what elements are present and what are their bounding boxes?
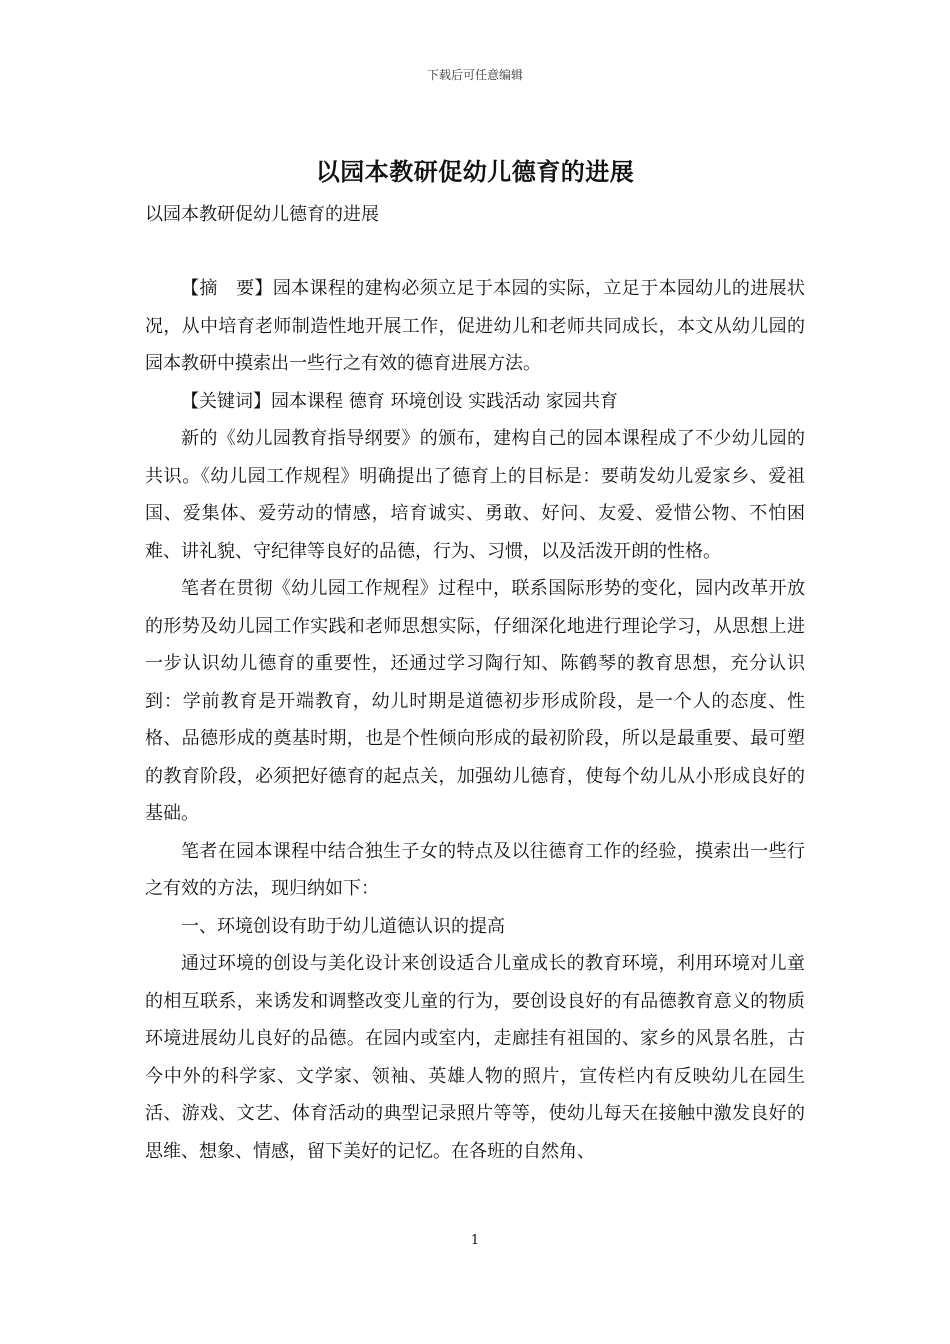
page-number: 1: [470, 1233, 480, 1248]
document-title: 以园本教研促幼儿德育的进展: [315, 158, 635, 186]
body-paragraph: 通过环境的创设与美化设计来创设适合儿童成长的教育环境，利用环境对儿童的相互联系，来诱发和调整改变儿童的行为，要创设良好的有品德教育意义的物质环境进展幼儿良好的品德。在园内或室内，走廊挂有祖国的、家乡的风景名胜，古今中外的科学家、文学家、领袖、英雄人物的照片，宣传栏内有反映幼儿在园生活、游戏、文艺、体育活动的典型记录照片等等，使幼儿每天在接触中激发良好的思维、想象、情感，留下美好的记忆。在各班的自然角、: [145, 953, 805, 1162]
document-subtitle: 以园本教研促幼儿德育的进展: [145, 204, 379, 225]
document-body: [145, 270, 805, 1170]
keywords-paragraph: 【关键词】园本课程 德育 环境创设 实践活动 家园共育: [181, 390, 618, 412]
header-note: 下载后可任意编辑: [426, 68, 523, 82]
body-paragraph: 笔者在贯彻《幼儿园工作规程》过程中，联系国际形势的变化，园内改革开放的形势及幼儿园工作实践和老师思想实际，仔细深化地进行理论学习，从思想上进一步认识幼儿德育的重要性，还通过学习陶行知、陈鹤琴的教育思想，充分认识到：学前教育是开端教育，幼儿时期是道德初步形成阶段，是一个人的态度、性格、品德形成的奠基时期，也是个性倾向形成的最初阶段，所以是最重要、最可塑的教育阶段，必须把好德育的起点关，加强幼儿德育，使每个幼儿从小形成良好的基础。: [145, 578, 805, 824]
body-paragraph: 新的《幼儿园教育指导纲要》的颁布，建构自己的园本课程成了不少幼儿园的共识。《幼儿园工作规程》明确提出了德育上的目标是：要萌发幼儿爱家乡、爱祖国、爱集体、爱劳动的情感，培育诚实、勇敢、好问、友爱、爱惜公物、不怕困难、讲礼貌、守纪律等良好的品德，行为、习惯，以及活泼开朗的性格。: [145, 428, 805, 562]
body-paragraph: 笔者在园本课程中结合独生子女的特点及以往德育工作的经验，摸索出一些行之有效的方法，现归纳如下：: [145, 840, 805, 899]
section-heading: 一、环境创设有助于幼儿道德认识的提高: [181, 915, 505, 937]
abstract-paragraph: 【摘 要】园本课程的建构必须立足于本园的实际，立足于本园幼儿的进展状况，从中培育老师制造性地开展工作，促进幼儿和老师共同成长，本文从幼儿园的园本教研中摸索出一些行之有效的德育进展方法。: [145, 278, 805, 374]
